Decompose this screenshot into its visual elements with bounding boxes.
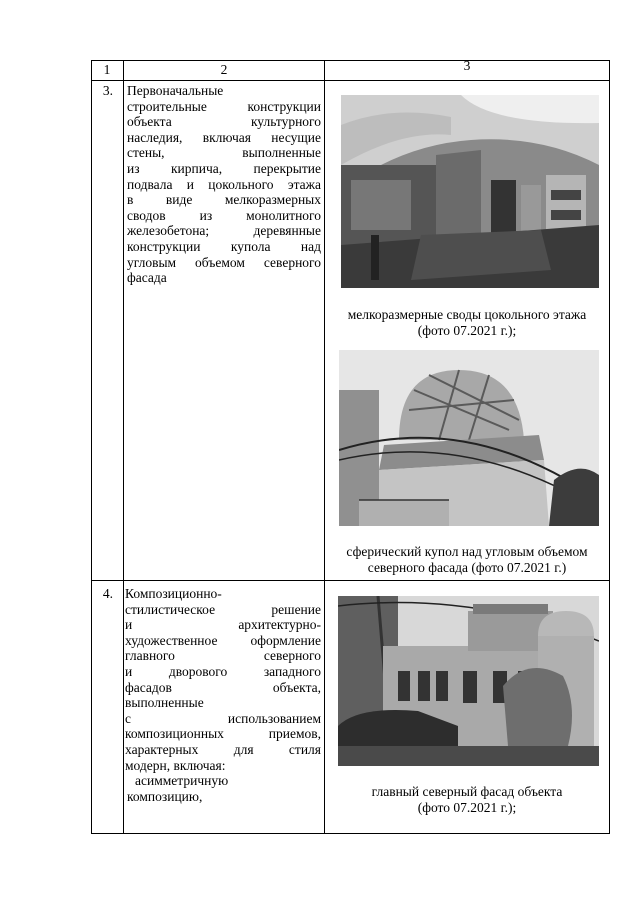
row-4-number: 4. (102, 586, 113, 601)
row-4-line: фасадов объекта, (125, 679, 321, 695)
row-divider (91, 580, 610, 581)
caption-line: главный северный фасад объекта (371, 784, 563, 799)
row-4-line: композицию, (127, 788, 203, 804)
row-3-line: фасада (127, 270, 167, 286)
caption-line: мелкоразмерные своды цокольного этажа (347, 307, 587, 322)
photo-basement-vaults-caption (325, 307, 609, 339)
heritage-table (91, 60, 610, 834)
row-3-line: подвала и цокольного этажа (127, 176, 321, 192)
row-4-line: стилистическое решение (125, 601, 321, 617)
row-4-line: художественное оформление (125, 632, 321, 648)
caption-line: (фото 07.2021 г.); (417, 323, 517, 338)
row-4-line: главного северного (125, 648, 321, 664)
header-col-3: 3 (463, 58, 471, 73)
row-4-line: Композиционно- (125, 586, 222, 601)
row-4-line: с использованием (125, 710, 321, 726)
caption-line: сферический купол над угловым объемом (346, 544, 588, 559)
photo-north-facade-caption (325, 784, 609, 816)
row-3-line: стены, выполненные (127, 145, 321, 161)
column-divider-1 (123, 60, 124, 834)
caption-line: (фото 07.2021 г.); (417, 800, 517, 815)
table-border-left (91, 60, 92, 834)
row-4-line: модерн, включая: (125, 757, 226, 773)
row-3-line: конструкции купола над (127, 238, 321, 254)
row-3-line: объекта культурного (127, 114, 321, 130)
row-4-line: выполненные (125, 695, 204, 711)
row-3-line: Первоначальные (127, 83, 224, 98)
row-4-line: характерных для стиля (125, 741, 321, 757)
row-4-line: композиционных приемов, (125, 726, 321, 742)
row-3-description (127, 83, 321, 286)
row-3-line: из кирпича, перекрытие (127, 160, 321, 176)
row-3-line: сводов из монолитного (127, 207, 321, 223)
caption-line: северного фасада (фото 07.2021 г.) (367, 560, 567, 575)
photo-spherical-dome-caption (325, 544, 609, 576)
row-4-line: и дворового западного (125, 663, 321, 679)
row-3-number: 3. (102, 83, 113, 98)
row-4-description (125, 586, 321, 804)
row-4-line: асимметричную (135, 773, 229, 789)
row-3-line: наследия, включая несущие (127, 129, 321, 145)
row-3-line: в виде мелкоразмерных (127, 192, 321, 208)
photo-north-facade (338, 596, 599, 766)
photo-basement-vaults (341, 95, 599, 288)
row-4-line: и архитектурно- (125, 617, 321, 633)
header-bottom-border (91, 80, 610, 81)
column-divider-2 (324, 60, 325, 834)
table-border-bottom (91, 833, 610, 834)
table-border-right (609, 60, 610, 834)
photo-spherical-dome (339, 350, 599, 526)
row-3-line: строительные конструкции (127, 98, 321, 114)
row-3-line: железобетона; деревянные (127, 223, 321, 239)
header-col-1: 1 (103, 62, 111, 77)
row-3-line: угловым объемом северного (127, 254, 321, 270)
header-col-2: 2 (220, 62, 228, 77)
